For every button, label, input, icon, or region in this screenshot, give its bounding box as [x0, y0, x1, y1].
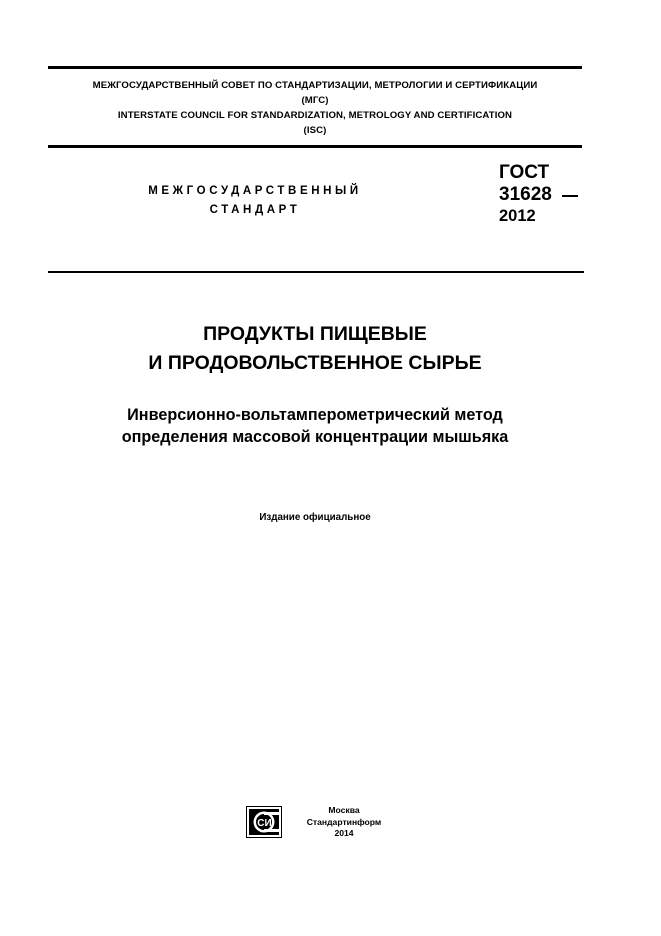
gost-prefix: ГОСТ [499, 162, 550, 183]
imprint-city: Москва [328, 805, 360, 815]
council-name-ru: МЕЖГОСУДАРСТВЕННЫЙ СОВЕТ ПО СТАНДАРТИЗАЦИИ, МЕТРОЛОГИИ И СЕРТИФИКАЦИИ [92, 80, 538, 91]
standard-kind-line1: МЕЖГОСУДАРСТВЕННЫЙ [148, 185, 362, 197]
gost-number: 31628 [499, 184, 552, 205]
top-rule [48, 66, 582, 69]
imprint [292, 805, 396, 840]
subtitle-line2: определения массовой концентрации мышьяка [121, 428, 509, 446]
gost-dash [562, 195, 578, 197]
council-abbr-ru: (МГС) [301, 95, 329, 106]
document-subtitle [40, 404, 590, 448]
title-line1: ПРОДУКТЫ ПИЩЕВЫЕ [203, 323, 427, 345]
document-title [40, 320, 590, 378]
title-line2: И ПРОДОВОЛЬСТВЕННОЕ СЫРЬЕ [148, 352, 482, 374]
imprint-year: 2014 [334, 828, 354, 838]
council-name-en: INTERSTATE COUNCIL FOR STANDARDIZATION, METROLOGY AND CERTIFICATION [117, 110, 513, 121]
subtitle-line1: Инверсионно-вольтамперометрический метод [127, 406, 503, 424]
edition-note: Издание официальное [259, 512, 371, 523]
header-rule [48, 145, 582, 148]
svg-text:СИ: СИ [257, 818, 272, 829]
gost-designation [499, 162, 552, 226]
designation-rule [48, 271, 584, 273]
imprint-publisher: Стандартинформ [306, 816, 382, 827]
standard-kind-line2: СТАНДАРТ [209, 204, 301, 216]
gost-year: 2012 [499, 207, 536, 225]
standartinform-logo-icon [246, 806, 282, 838]
standard-kind [100, 182, 410, 220]
council-header [50, 78, 580, 138]
council-abbr-en: (ISC) [303, 125, 327, 136]
